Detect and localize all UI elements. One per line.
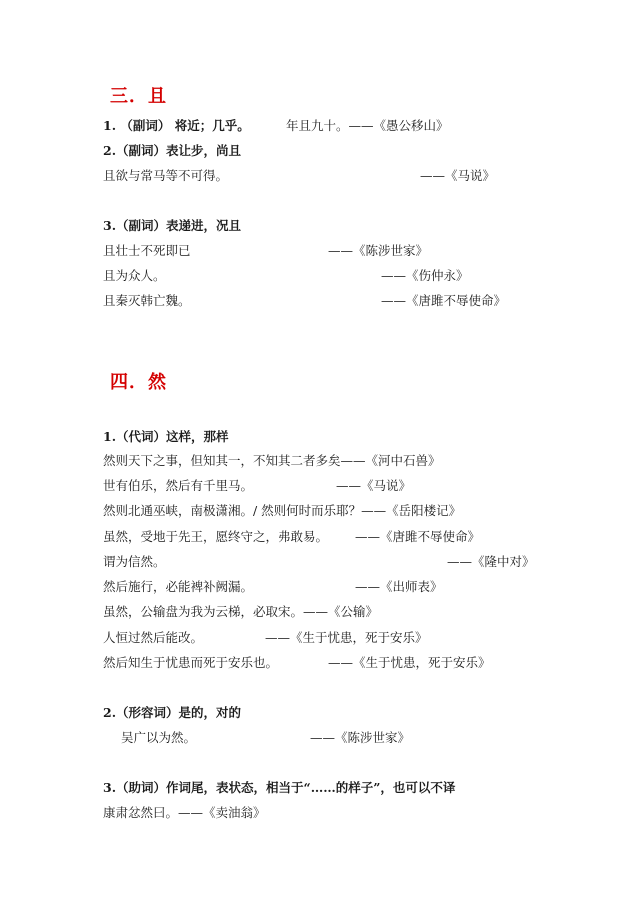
qie-item3-source-1: ——《陈涉世家》 bbox=[328, 243, 429, 258]
ran-item1-heading: 1.（代词）这样，那样 bbox=[103, 429, 229, 444]
ran-item1-line-1: 然则天下之事，但知其一，不知其二者多矣——《河中石兽》 bbox=[103, 453, 441, 468]
ran-item1-line-4: 虽然，受地于先王，愿终守之，弗敢易。 bbox=[103, 529, 329, 544]
ran-item2-heading: 2.（形容词）是的，对的 bbox=[103, 705, 242, 720]
ran-item1-line-6: 然后施行，必能裨补阙漏。 bbox=[103, 579, 254, 594]
ran-item1-line-9: 然后知生于忧患而死于安乐也。 bbox=[103, 655, 279, 670]
ran-item1-line-3: 然则北通巫峡，南极潇湘。/ 然则何时而乐耶？——《岳阳楼记》 bbox=[103, 503, 462, 518]
qie-item2-line-1: 且欲与常马等不可得。 bbox=[103, 168, 229, 183]
qie-item3-line-3: 且秦灭韩亡魏。 bbox=[103, 293, 191, 308]
qie-item3-heading: 3.（副词）表递进，况且 bbox=[103, 218, 242, 233]
ran-item2-source-1: ——《陈涉世家》 bbox=[310, 730, 411, 745]
qie-item3-line-1: 且壮士不死即已 bbox=[103, 243, 191, 258]
ran-item1-line-5: 谓为信然。 bbox=[103, 554, 166, 569]
qie-item2-heading: 2.（副词）表让步，尚且 bbox=[103, 143, 242, 158]
ran-item1-line-7: 虽然，公输盘为我为云梯，必取宋。——《公输》 bbox=[103, 604, 379, 619]
section-title-ran: 四．然 bbox=[110, 372, 167, 393]
ran-item1-source-4: ——《唐雎不辱使命》 bbox=[355, 529, 481, 544]
ran-item1-line-8: 人恒过然后能改。 bbox=[103, 630, 204, 645]
ran-item1-source-6: ——《出师表》 bbox=[355, 579, 443, 594]
ran-item1-source-2: ——《马说》 bbox=[336, 478, 412, 493]
qie-item3-source-3: ——《唐雎不辱使命》 bbox=[381, 293, 507, 308]
qie-item3-source-2: ——《伤仲永》 bbox=[381, 268, 469, 283]
ran-item1-source-9: ——《生于忧患，死于安乐》 bbox=[328, 655, 491, 670]
ran-item1-line-2: 世有伯乐，然后有千里马。 bbox=[103, 478, 254, 493]
ran-item3-heading: 3.（助词）作词尾，表状态，相当于“……的样子”，也可以不译 bbox=[103, 780, 456, 795]
ran-item1-source-5: ——《隆中对》 bbox=[447, 554, 535, 569]
ran-item3-line-1: 康肃忿然曰。——《卖油翁》 bbox=[103, 805, 266, 820]
section-title-qie: 三．且 bbox=[110, 86, 167, 107]
qie-item3-line-2: 且为众人。 bbox=[103, 268, 166, 283]
qie-item1-heading: 1. （副词） 将近；几乎。 bbox=[103, 118, 250, 133]
qie-item2-source-1: ——《马说》 bbox=[420, 168, 496, 183]
qie-item1-example: 年且九十。——《愚公移山》 bbox=[286, 118, 449, 133]
ran-item1-source-8: ——《生于忧患，死于安乐》 bbox=[265, 630, 428, 645]
ran-item2-line-1: 吴广以为然。 bbox=[121, 730, 197, 745]
